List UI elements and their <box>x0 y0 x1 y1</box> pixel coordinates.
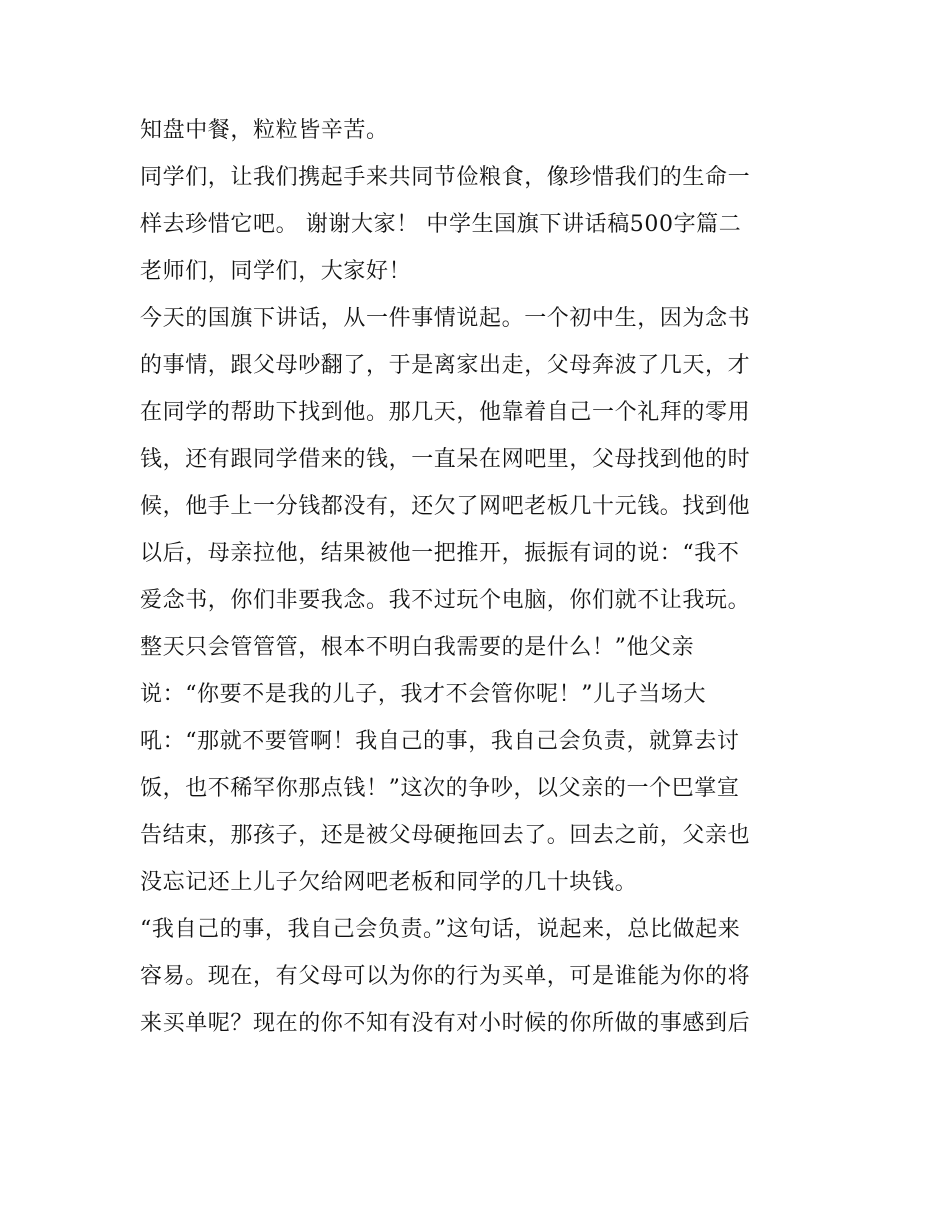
text-line: 钱，还有跟同学借来的钱，一直呆在网吧里，父母找到他的时 <box>140 447 751 472</box>
text-line: 以后，母亲拉他，结果被他一把推开，振振有词的说：“我不 <box>140 541 740 566</box>
text-line: 整天只会管管管，根本不明白我需要的是什么！”他父亲 <box>140 635 695 660</box>
text-line: 没忘记还上儿子欠给网吧老板和同学的几十块钱。 <box>140 870 638 895</box>
text-line: 来买单呢？现在的你不知有没有对小时候的你所做的事感到后 <box>140 1011 751 1036</box>
text-line: 吼：“那就不要管啊！我自己的事，我自己会负责，就算去讨 <box>140 729 740 754</box>
text-line: 老师们，同学们，大家好！ <box>140 259 412 284</box>
text-line: 今天的国旗下讲话，从一件事情说起。一个初中生，因为念书 <box>140 306 751 331</box>
text-line: 饭，也不稀罕你那点钱！”这次的争吵，以父亲的一个巴掌宣 <box>140 776 740 801</box>
body-text <box>140 107 820 1047</box>
text-line: 同学们，让我们携起手来共同节俭粮食，像珍惜我们的生命一 <box>140 165 751 190</box>
text-line: 说：“你要不是我的儿子，我才不会管你呢！”儿子当场大 <box>140 682 707 707</box>
text-line: 的事情，跟父母吵翻了，于是离家出走，父母奔波了几天，才 <box>140 353 751 378</box>
text-line: 候，他手上一分钱都没有，还欠了网吧老板几十元钱。找到他 <box>140 494 751 519</box>
text-line: 知盘中餐，粒粒皆辛苦。 <box>140 118 389 143</box>
text-line: 容易。现在，有父母可以为你的行为买单，可是谁能为你的将 <box>140 964 751 989</box>
text-line: “我自己的事，我自己会负责。”这句话，说起来，总比做起来 <box>140 917 741 942</box>
text-line: 在同学的帮助下找到他。那几天，他靠着自己一个礼拜的零用 <box>140 400 751 425</box>
text-line: 样去珍惜它吧。 谢谢大家！ 中学生国旗下讲话稿500字篇二 <box>140 212 742 237</box>
text-line: 告结束，那孩子，还是被父母硬拖回去了。回去之前，父亲也 <box>140 823 751 848</box>
text-line: 爱念书，你们非要我念。我不过玩个电脑，你们就不让我玩。 <box>140 588 751 613</box>
